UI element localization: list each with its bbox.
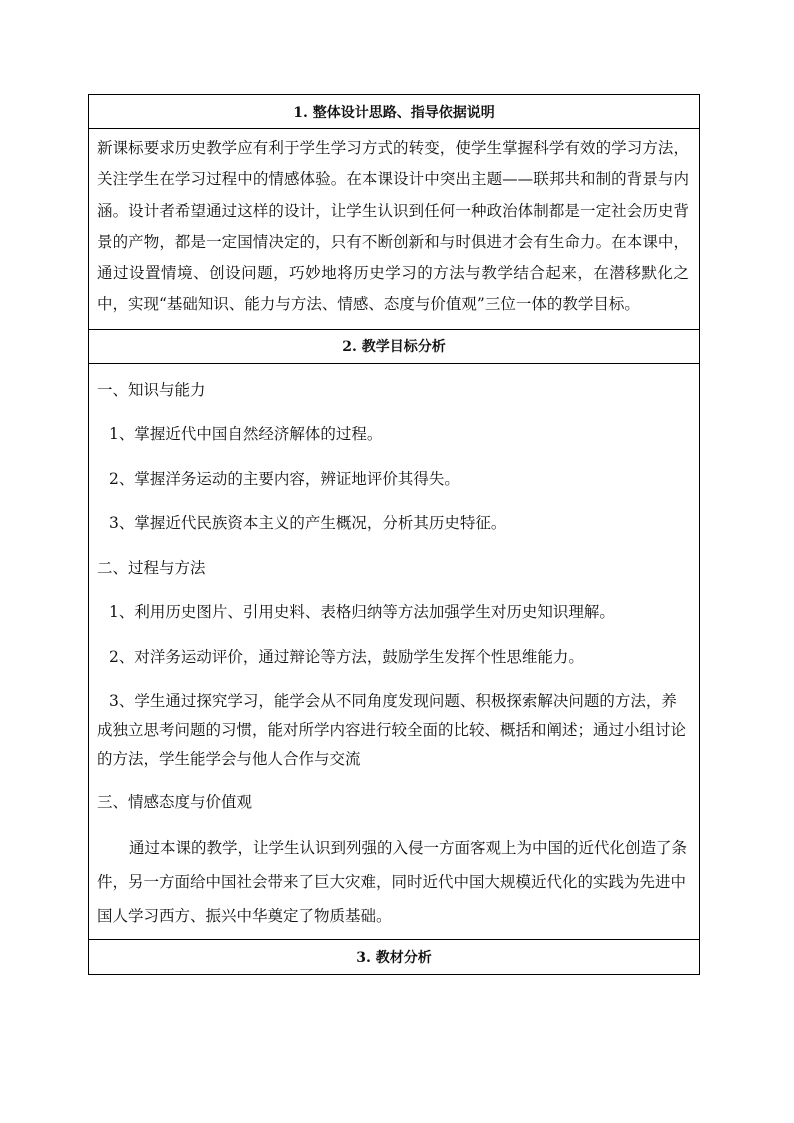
section1-body: 新课标要求历史教学应有利于学生学习方式的转变，使学生掌握科学有效的学习方法，关注学生在学习过程中的情感体验。在本课设计中突出主题——联邦共和制的背景与内涵。设计者希望通过这样的设计，让学生认识到任何一种政治体制都是一定社会历史背景的产物，都是一定国情决定的，只有不断创新和与时俱进才会有生命力。在本课中，通过设置情境、创设问题，巧妙地将历史学习的方法与教学结合起来，在潜移默化之中，实现“基础知识、能力与方法、情感、态度与价值观”三位一体的教学目标。 <box>97 139 689 314</box>
knowledge-item-2: 2、掌握洋务运动的主要内容，辨证地评价其得失。 <box>109 469 460 488</box>
lesson-plan-table <box>88 94 700 975</box>
section2-body-cell <box>89 364 699 940</box>
process-item-1: 1、利用历史图片、引用史料、表格归纳等方法加强学生对历史知识理解。 <box>109 603 615 622</box>
section2-heading <box>89 330 699 364</box>
section3-heading <box>89 940 699 974</box>
section2-heading-text: 2. 教学目标分析 <box>342 339 446 356</box>
knowledge-item-1: 1、掌握近代中国自然经济解体的过程。 <box>109 425 383 444</box>
emotion-body: 通过本课的教学，让学生认识到列强的入侵一方面客观上为中国的近代化创造了条件，另一方面给中国社会带来了巨大灾难，同时近代中国大规模近代化的实践为先进中国人学习西方、振兴中华奠定了物质基础。 <box>97 838 688 925</box>
process-item-2: 2、对洋务运动评价，通过辩论等方法，鼓励学生发挥个性思维能力。 <box>109 647 584 666</box>
process-title: 二、过程与方法 <box>97 558 206 577</box>
emotion-title: 三、情感态度与价值观 <box>97 793 253 812</box>
section3-heading-text: 3. 教材分析 <box>356 949 432 966</box>
section1-body-cell <box>89 129 699 330</box>
section1-heading <box>89 95 699 129</box>
process-item-3: 3、学生通过探究学习，能学会从不同角度发现问题、积极探索解决问题的方法，养成独立思考问题的习惯，能对所学内容进行较全面的比较、概括和阐述；通过小组讨论的方法，学生能学会与他人合作与交流 <box>97 692 687 769</box>
knowledge-title: 一、知识与能力 <box>97 380 206 399</box>
knowledge-item-3: 3、掌握近代民族资本主义的产生概况，分析其历史特征。 <box>109 514 507 533</box>
section1-heading-text: 1. 整体设计思路、指导依据说明 <box>293 104 495 121</box>
